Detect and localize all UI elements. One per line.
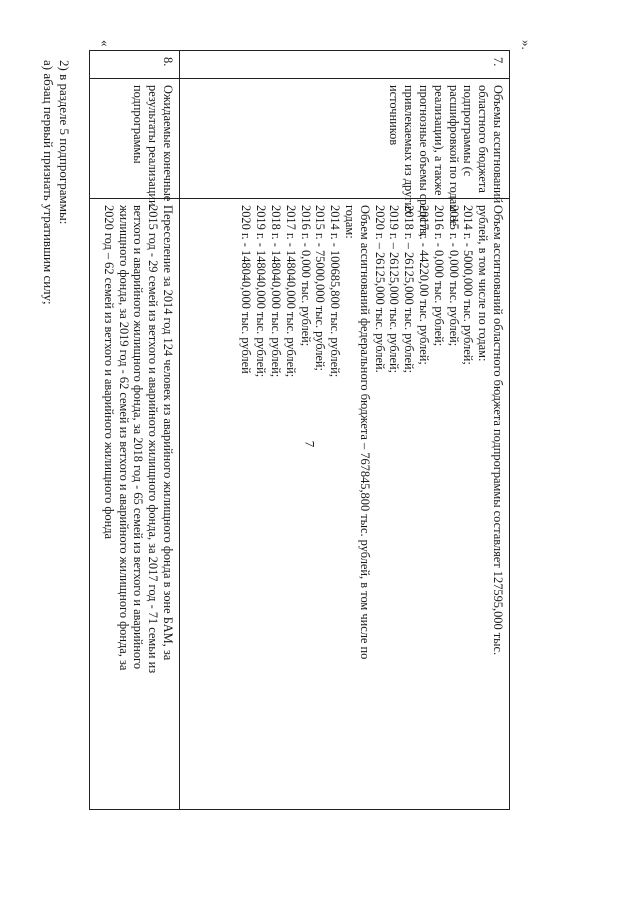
closing-quote: ». [519,40,534,50]
label-line: реализации), а также [431,85,446,196]
label-line: подпрограммы [131,85,146,164]
content-line: 2018 г. - 148040,000 тыс. рублей; [269,205,284,378]
label-line: областного бюджета [476,85,491,193]
label-line: источников [387,85,402,146]
content-line: 2018 г. – 26125,000 тыс. рублей; [402,205,417,374]
content-line: ветхого и аварийного жилищного фонда, за 2018 год - 65 семей из ветхого и аварийного [131,205,146,670]
content-line: рублей, в том числе по годам: [476,205,491,362]
content-line: 2020 г. – 26125,000 тыс. рублей. [372,205,387,373]
label-line: Объемы ассигнований [491,85,505,204]
footer-text [40,60,72,305]
rotated-document [0,40,534,820]
content-line: 2019 г. - 148040,000 тыс. рублей; [254,205,269,378]
page-number: 7 [302,440,318,448]
content-line: Переселение за 2014 год 124 человек из аварийного жилищного фонда в зоне БАМ, за [161,205,175,661]
opening-quote: « [98,40,113,47]
footer-line: 2) в разделе 5 подпрограммы: [57,60,72,225]
content-line: годам: [343,205,358,239]
content-line: 2015 г. - 75000,000 тыс. рублей; [313,205,328,371]
content-line: 2014 г. - 100685,800 тыс. рублей; [328,205,343,378]
content-line: 2014 г. - 5000,000 тыс. рублей; [461,205,476,365]
table-row [180,51,510,810]
content-line: 2017 г. - 44220,00 тыс. рублей; [417,205,432,365]
content-line: 2017 г. - 148040,000 тыс. рублей; [283,205,298,378]
label-line: привлекаемых из других [402,85,417,216]
label-line: прогнозные объемы средств, [417,85,432,237]
content-line: Объем ассигнований областного бюджета подпрограммы составляет 127595,000 тыс. [491,205,505,656]
content-line: 2020 год – 62 семей из ветхого и аварийного жилищного фонда [101,205,116,540]
row-number: 8. [90,51,180,79]
row-label [180,79,510,237]
content-line: Объем ассигнований федерального бюджета – 767845,800 тыс. рублей, в том числе по [357,205,372,660]
row-number: 7. [180,51,510,79]
label-line: Ожидаемые конечные [161,85,175,202]
label-line: подпрограммы (с [461,85,476,177]
program-table [89,50,510,810]
row-label [90,79,180,207]
content-line: 2015 г. - 0,000 тыс. рублей; [446,205,461,347]
footer-line: а) абзац первый признать утратившим силу; [41,60,56,305]
row-content [180,199,510,810]
content-line: 2020 г. - 148040,000 тыс. рублей [239,205,254,374]
content-line: 2016 г. - 0,000 тыс. рублей; [298,205,313,347]
label-line: расшифровкой по годам ее [446,85,461,227]
content-line: 2015 год - 29 семей из ветхого и аварийного жилищного фонда, за 2017 год - 71 семьи из [146,205,161,674]
row-content [90,199,180,810]
content-line: 2019 г. – 26125,000 тыс. рублей; [387,205,402,374]
content-line: 2016 г. - 0,000 тыс. рублей; [431,205,446,347]
content-line: жилищного фонда, за 2019 год - 62 семей из ветхого и аварийного жилищного фонда, за [116,205,131,671]
table-row [90,51,180,810]
label-line: результаты реализации [146,85,161,207]
